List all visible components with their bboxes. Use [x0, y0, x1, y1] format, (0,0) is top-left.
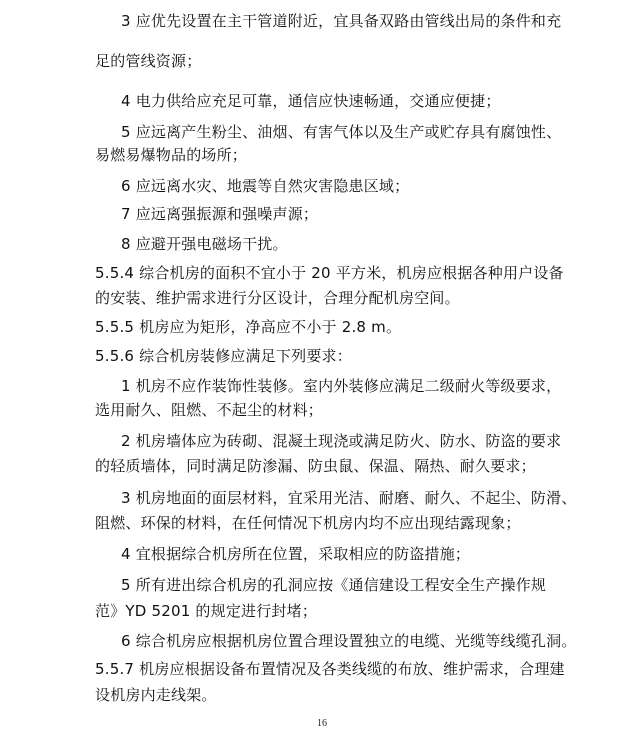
text-line: 3 机房地面的面层材料，宜采用光洁、耐磨、耐久、不起尘、防滑、: [121, 489, 577, 507]
text-line: 5.5.6 综合机房装修应满足下列要求：: [95, 347, 352, 365]
text-line: 易燃易爆物品的场所；: [95, 146, 248, 164]
text-line: 4 电力供给应充足可靠，通信应快速畅通，交通应便捷；: [121, 92, 501, 110]
text-line: 5.5.7 机房应根据设备布置情况及各类线缆的布放、维护需求，合理建: [95, 660, 565, 678]
text-line: 6 应远离水灾、地震等自然灾害隐患区域；: [121, 177, 410, 195]
text-line: 7 应远离强振源和强噪声源；: [121, 205, 319, 223]
text-line: 5 所有进出综合机房的孔洞应按《通信建设工程安全生产操作规: [121, 576, 547, 594]
text-line: 选用耐久、阻燃、不起尘的材料；: [95, 401, 324, 419]
text-line: 8 应避开强电磁场干扰。: [121, 235, 288, 253]
text-line: 足的管线资源；: [95, 52, 202, 70]
text-line: 阻燃、环保的材料，在任何情况下机房内均不应出现结露现象；: [95, 514, 521, 532]
text-line: 5 应远离产生粉尘、油烟、有害气体以及生产或贮存具有腐蚀性、: [121, 123, 562, 141]
text-line: 3 应优先设置在主干管道附近，宜具备双路由管线出局的条件和充: [121, 12, 562, 30]
text-line: 5.5.5 机房应为矩形，净高应不小于 2.8 m。: [95, 318, 402, 336]
text-line: 4 宜根据综合机房所在位置，采取相应的防盗措施；: [121, 545, 471, 563]
text-line: 范》YD 5201 的规定进行封堵；: [95, 602, 318, 620]
text-line: 的安装、维护需求进行分区设计，合理分配机房空间。: [95, 289, 460, 307]
text-line: 2 机房墙体应为砖砌、混凝土现浇或满足防火、防水、防盗的要求: [121, 432, 562, 450]
text-line: 5.5.4 综合机房的面积不宜小于 20 平方米，机房应根据各种用户设备: [95, 264, 564, 282]
text-line: 的轻质墙体，同时满足防渗漏、防虫鼠、保温、隔热、耐久要求；: [95, 457, 536, 475]
text-line: 6 综合机房应根据机房位置合理设置独立的电缆、光缆等线缆孔洞。: [121, 632, 577, 650]
text-line: 设机房内走线架。: [95, 686, 217, 704]
text-line: 1 机房不应作装饰性装修。室内外装修应满足二级耐火等级要求，: [121, 377, 562, 395]
page-number: 16: [317, 718, 327, 729]
